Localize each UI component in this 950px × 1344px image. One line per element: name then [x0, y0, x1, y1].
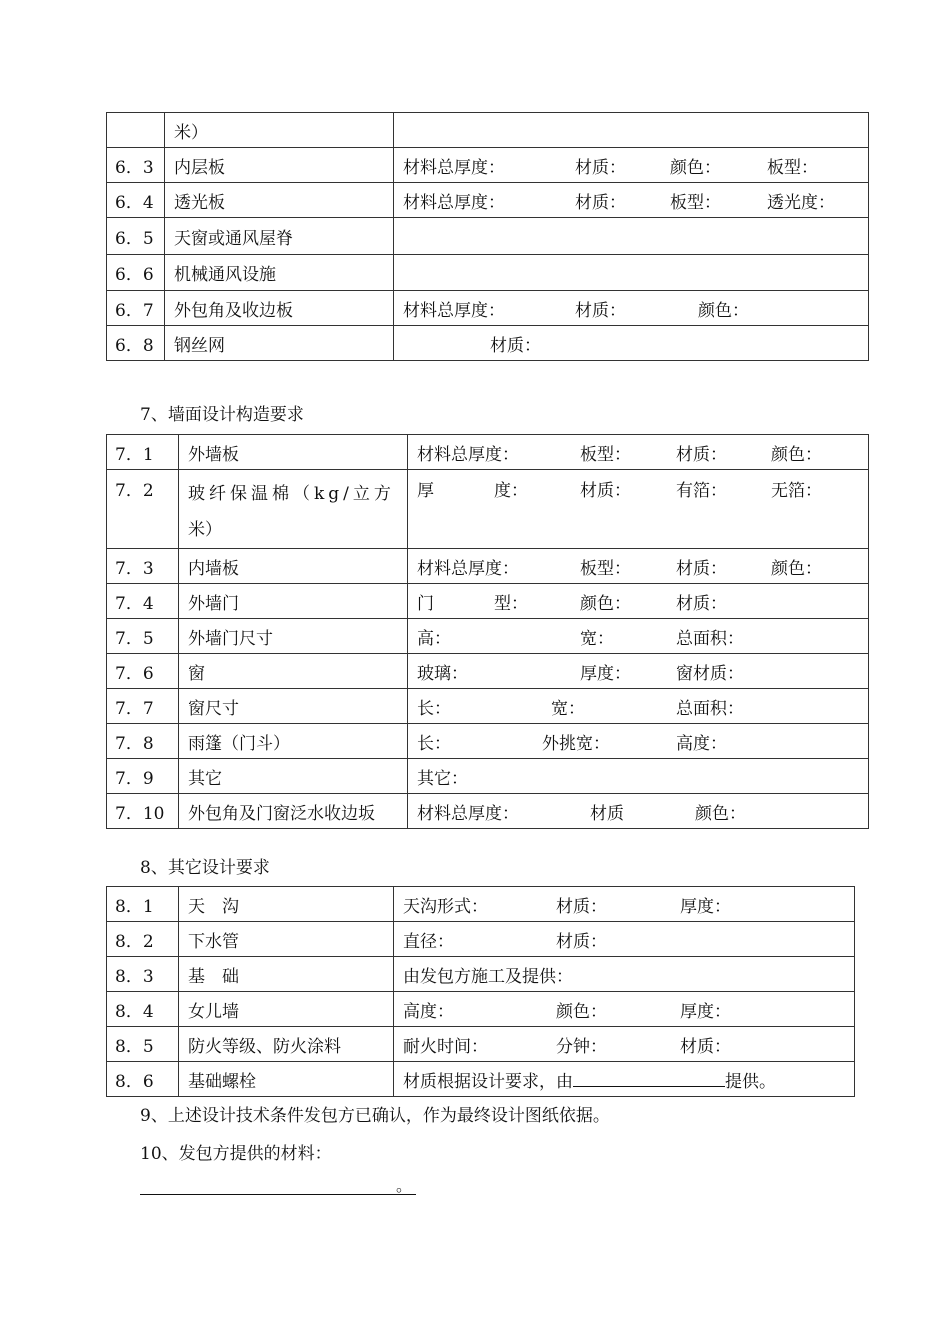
- row-number: 7．9: [107, 759, 179, 794]
- field-label: 总面积：: [676, 628, 744, 649]
- row-fields: [394, 1062, 855, 1097]
- field-label: 颜色：: [556, 1001, 607, 1022]
- table-row: [107, 887, 855, 922]
- field-label: 外挑宽：: [542, 733, 610, 754]
- row-name: [179, 470, 408, 549]
- row-fields: [408, 724, 869, 759]
- field-label: 耐火时间：: [403, 1036, 488, 1057]
- field-label: 玻璃：: [417, 663, 468, 684]
- field-label: 材质：: [575, 157, 626, 178]
- row-name: 内墙板: [179, 549, 408, 584]
- field-label: 型：: [494, 593, 528, 614]
- row-name: 钢丝网: [165, 326, 394, 361]
- row-number: [107, 113, 165, 148]
- row-name: 天 沟: [179, 887, 394, 922]
- table-row: [107, 1027, 855, 1062]
- table-row: [107, 218, 869, 255]
- field-label: 厚: [417, 481, 434, 501]
- field-label: 天沟形式：: [403, 896, 488, 917]
- row-fields: [394, 1027, 855, 1062]
- row-number: 8．4: [107, 992, 179, 1027]
- field-label: 高度：: [403, 1001, 454, 1022]
- row-fields: 由发包方施工及提供：: [394, 957, 855, 992]
- table-row: [107, 922, 855, 957]
- field-label: 材料总厚度：: [403, 300, 505, 321]
- row-name: 天窗或通风屋脊: [165, 218, 394, 255]
- table-row: [107, 619, 869, 654]
- row-name: 外墙门: [179, 584, 408, 619]
- row-fields: [394, 992, 855, 1027]
- table-row: [107, 654, 869, 689]
- field-label: 度：: [494, 481, 528, 501]
- table-row: [107, 689, 869, 724]
- row-fields: [408, 619, 869, 654]
- field-label: 颜色：: [695, 803, 746, 824]
- row-number: 8．2: [107, 922, 179, 957]
- row-number: 7．8: [107, 724, 179, 759]
- row-fields: [394, 922, 855, 957]
- field-label: 有箔：: [676, 481, 727, 501]
- row-number: 6．8: [107, 326, 165, 361]
- field-label: 透光度：: [767, 192, 835, 213]
- table-row: [107, 549, 869, 584]
- table-row: [107, 759, 869, 794]
- table-row: [107, 1062, 855, 1097]
- row-name: 机械通风设施: [165, 255, 394, 291]
- field-label: 材质：: [676, 444, 727, 465]
- field-label: 厚度：: [580, 663, 631, 684]
- row-fields: [394, 887, 855, 922]
- table-row: [107, 957, 855, 992]
- table-row: [107, 435, 869, 470]
- table-6: [106, 112, 869, 361]
- field-label: 材料总厚度：: [403, 157, 505, 178]
- field-label: 材质：: [575, 192, 626, 213]
- field-label: 颜色：: [771, 558, 822, 579]
- row-fields: [408, 549, 869, 584]
- row-name: 基 础: [179, 957, 394, 992]
- row-number: 6．6: [107, 255, 165, 291]
- field-label: 高：: [417, 628, 451, 649]
- field-label: 门: [417, 593, 434, 614]
- row-number: 7．5: [107, 619, 179, 654]
- field-label: 宽：: [551, 698, 585, 719]
- row-number: 7．2: [107, 470, 179, 549]
- table-8: [106, 886, 855, 1097]
- row-fields: [394, 218, 869, 255]
- field-label: 颜色：: [670, 157, 721, 178]
- row-name: 透光板: [165, 183, 394, 218]
- row-name: 女儿墙: [179, 992, 394, 1027]
- row-fields: [394, 113, 869, 148]
- field-label: 材质: [590, 803, 624, 824]
- field-label: 材质：: [580, 481, 631, 501]
- row-number: 7．4: [107, 584, 179, 619]
- field-label: 直径：: [403, 931, 454, 952]
- table-row: [107, 470, 869, 549]
- row-number: 8．6: [107, 1062, 179, 1097]
- field-label: 板型：: [767, 157, 818, 178]
- row-name: 内层板: [165, 148, 394, 183]
- row-number: 7．10: [107, 794, 179, 829]
- table-7: [106, 434, 869, 829]
- materials-blank[interactable]: [140, 1175, 416, 1195]
- row-fields: [394, 291, 869, 326]
- field-label: 长：: [417, 733, 451, 754]
- row-number: 7．7: [107, 689, 179, 724]
- row-name: 窗尺寸: [179, 689, 408, 724]
- table-row: [107, 183, 869, 218]
- field-label: 材料总厚度：: [417, 444, 519, 465]
- field-label: 材料总厚度：: [417, 803, 519, 824]
- field-label: 厚度：: [680, 1001, 731, 1022]
- field-label: 长：: [417, 698, 451, 719]
- field-label: 材料总厚度：: [417, 558, 519, 579]
- row-name: 窗: [179, 654, 408, 689]
- row-number: 8．5: [107, 1027, 179, 1062]
- row-number: 6．7: [107, 291, 165, 326]
- row-name: 防火等级、防火涂料: [179, 1027, 394, 1062]
- row-number: 8．3: [107, 957, 179, 992]
- row-fields: [394, 255, 869, 291]
- row-number: 7．3: [107, 549, 179, 584]
- table-row: [107, 992, 855, 1027]
- row-fields: 其它：: [408, 759, 869, 794]
- row-name: 雨篷（门斗）: [179, 724, 408, 759]
- field-label: 颜色：: [580, 593, 631, 614]
- field-label: 板型：: [580, 558, 631, 579]
- field-label: 材质：: [676, 593, 727, 614]
- field-label: 厚度：: [680, 896, 731, 917]
- row-number: 6．4: [107, 183, 165, 218]
- row-fields: 材质：: [394, 326, 869, 361]
- field-label: 板型：: [670, 192, 721, 213]
- row-fields: [408, 584, 869, 619]
- field-label: 材质：: [680, 1036, 731, 1057]
- field-label: 颜色：: [698, 300, 749, 321]
- table-row: [107, 794, 869, 829]
- row-number: 7．1: [107, 435, 179, 470]
- field-label: 宽：: [580, 628, 614, 649]
- row-name: 外墙板: [179, 435, 408, 470]
- blank-line[interactable]: [573, 1070, 725, 1087]
- row-number: 6．3: [107, 148, 165, 183]
- section-8-title: 8、其它设计要求: [140, 858, 270, 878]
- table-row: [107, 148, 869, 183]
- row-name: 下水管: [179, 922, 394, 957]
- field-label: 材料总厚度：: [403, 192, 505, 213]
- field-label: 提供。: [725, 1071, 776, 1092]
- end-mark: 。: [395, 1176, 412, 1195]
- table-row: [107, 724, 869, 759]
- field-label: 高度：: [676, 733, 727, 754]
- row-name: 其它: [179, 759, 408, 794]
- field-label: 颜色：: [771, 444, 822, 465]
- table-row: [107, 291, 869, 326]
- row-name: 米）: [165, 113, 394, 148]
- field-label: 窗材质：: [676, 663, 744, 684]
- section-7-title: 7、墙面设计构造要求: [140, 405, 304, 425]
- field-label: 材质：: [575, 300, 626, 321]
- table-row: [107, 113, 869, 148]
- row-fields: [408, 435, 869, 470]
- row-name-line: 玻纤保温棉（kg/立方: [188, 484, 395, 504]
- row-name: 基础螺栓: [179, 1062, 394, 1097]
- field-label: 材质：: [676, 558, 727, 579]
- field-label: 无箔：: [771, 481, 822, 501]
- row-fields: [408, 794, 869, 829]
- note-9: 9、上述设计技术条件发包方已确认，作为最终设计图纸依据。: [140, 1106, 610, 1126]
- field-label: 分钟：: [556, 1036, 607, 1057]
- row-fields: [408, 689, 869, 724]
- note-10: 10、发包方提供的材料：: [140, 1144, 332, 1164]
- row-fields: [394, 183, 869, 218]
- row-fields: [408, 470, 869, 549]
- row-fields: [394, 148, 869, 183]
- field-label: 总面积：: [676, 698, 744, 719]
- row-name: 外包角及收边板: [165, 291, 394, 326]
- row-number: 6．5: [107, 218, 165, 255]
- table-row: [107, 255, 869, 291]
- table-row: [107, 584, 869, 619]
- table-row: [107, 326, 869, 361]
- row-name-line: 米）: [188, 520, 222, 540]
- field-label: 板型：: [580, 444, 631, 465]
- row-name: 外包角及门窗泛水收边坂: [179, 794, 408, 829]
- row-fields: [408, 654, 869, 689]
- row-number: 7．6: [107, 654, 179, 689]
- field-label: 材质：: [556, 896, 607, 917]
- field-label: 材质根据设计要求，由: [403, 1071, 573, 1092]
- row-name: 外墙门尺寸: [179, 619, 408, 654]
- field-label: 材质：: [556, 931, 607, 952]
- row-number: 8．1: [107, 887, 179, 922]
